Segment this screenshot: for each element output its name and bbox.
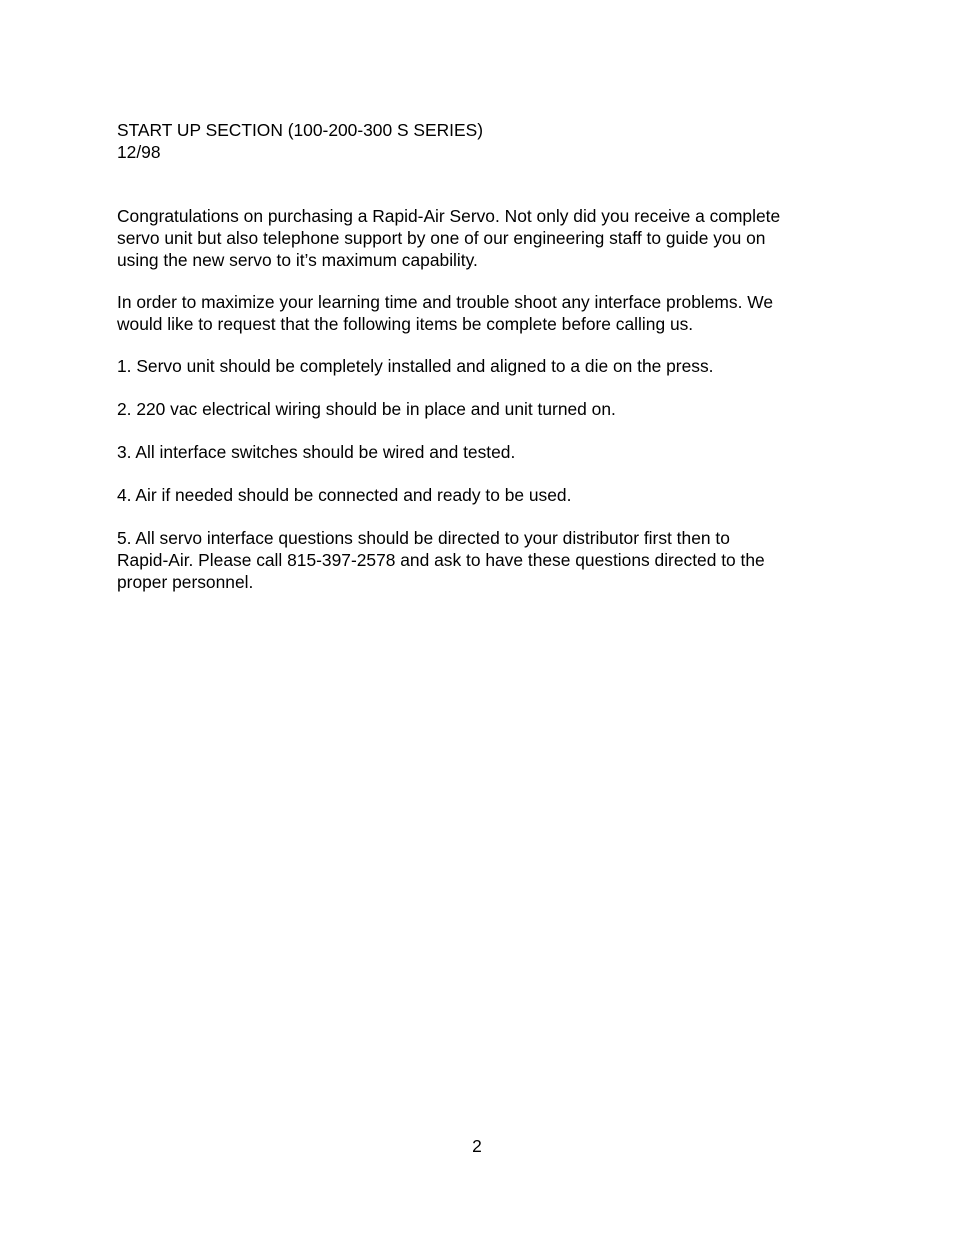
section-title: START UP SECTION (100-200-300 S SERIES): [117, 120, 483, 140]
paragraph-line: In order to maximize your learning time and trouble shoot any interface problems. We: [117, 292, 774, 312]
list-item-line: Rapid-Air. Please call 815-397-2578 and ask to have these questions directed to the: [117, 550, 765, 570]
section-date: 12/98: [117, 142, 161, 162]
list-item-line: 1. Servo unit should be completely installed and aligned to a die on the press.: [117, 356, 714, 376]
list-item: [117, 441, 847, 463]
intro-paragraph: [117, 205, 847, 271]
paragraph-line: servo unit but also telephone support by one of our engineering staff to guide you on: [117, 228, 766, 248]
paragraph-line: Congratulations on purchasing a Rapid-Air Servo. Not only did you receive a complete: [117, 206, 781, 226]
list-item: [117, 484, 847, 506]
list-item-line: 5. All servo interface questions should be directed to your distributor first then to: [117, 528, 730, 548]
paragraph-line: using the new servo to it’s maximum capability.: [117, 250, 478, 270]
list-item-line: 3. All interface switches should be wired and tested.: [117, 442, 516, 462]
section-header: [117, 119, 847, 163]
list-item-line: 4. Air if needed should be connected and ready to be used.: [117, 485, 572, 505]
list-item: [117, 527, 847, 593]
list-item: [117, 398, 847, 420]
request-paragraph: [117, 291, 847, 335]
list-item-line: proper personnel.: [117, 572, 254, 592]
page-number: 2: [472, 1136, 482, 1156]
list-item: [117, 355, 847, 377]
paragraph-line: would like to request that the following items be complete before calling us.: [117, 314, 694, 334]
list-item-line: 2. 220 vac electrical wiring should be in place and unit turned on.: [117, 399, 616, 419]
